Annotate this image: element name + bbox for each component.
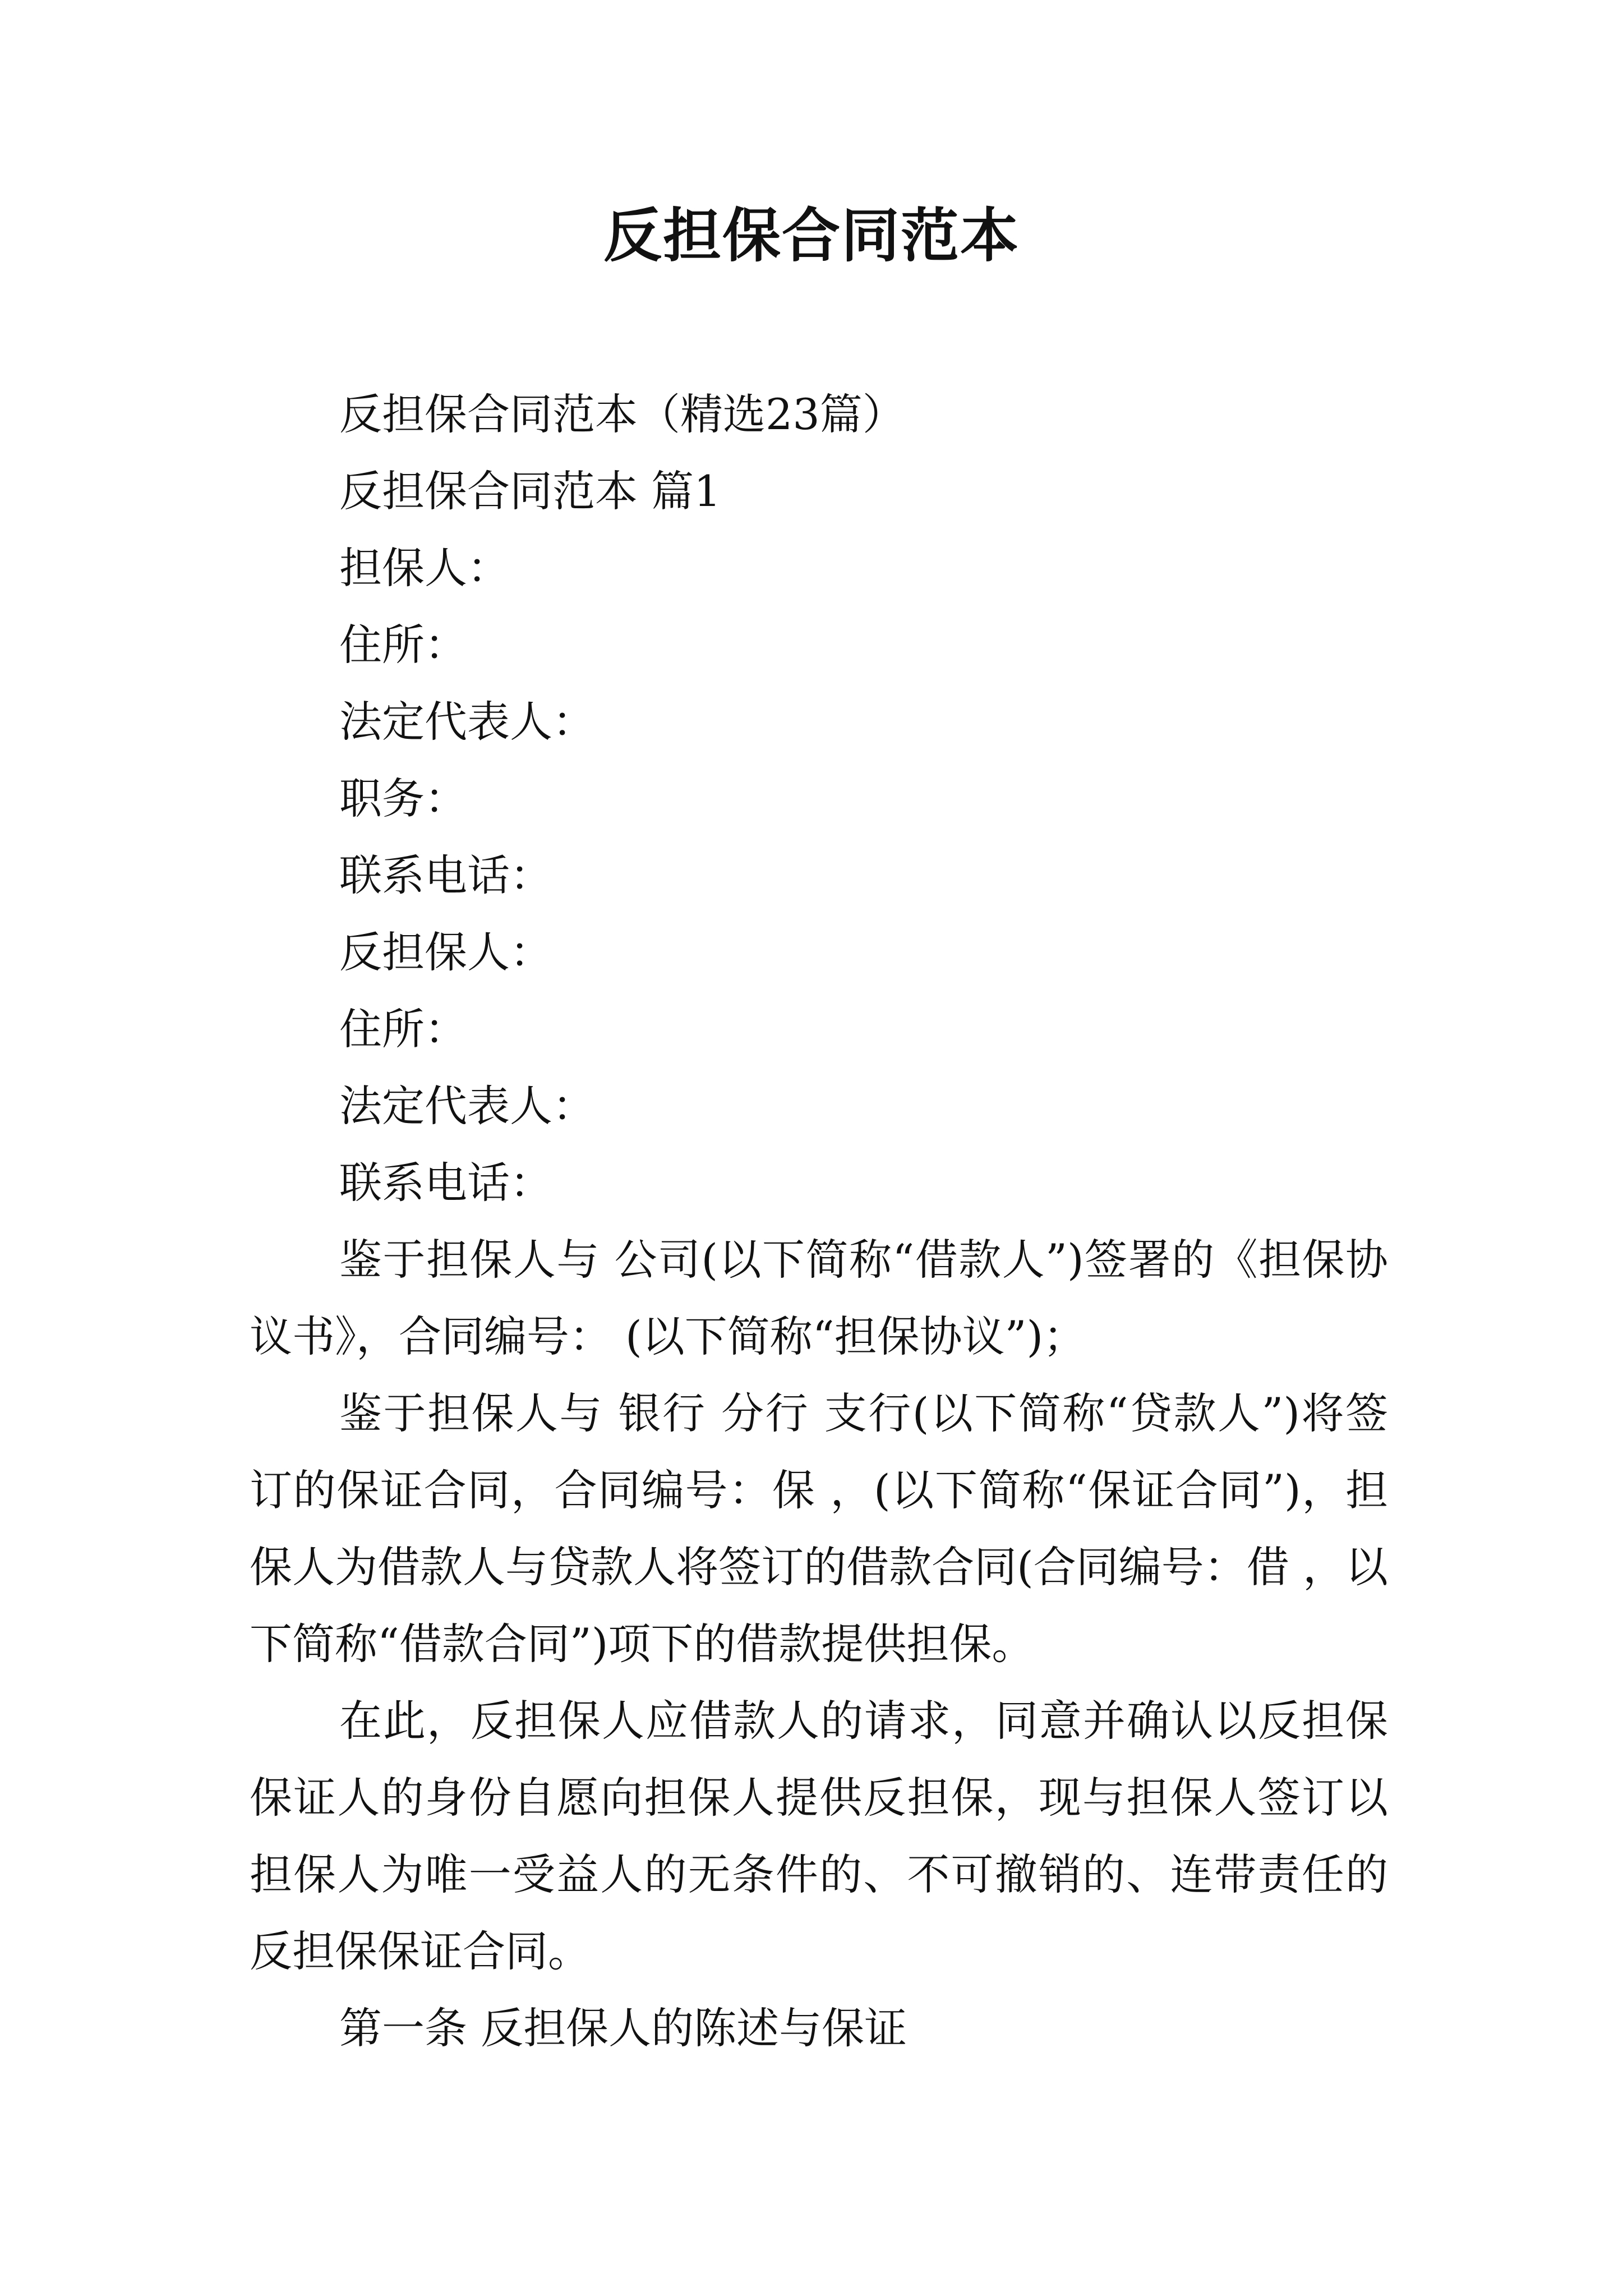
counter-guarantor-phone-label: 联系电话： — [339, 1158, 552, 1208]
counter-guarantor-name-label: 反担保人： — [339, 927, 552, 977]
document-subtitle: 反担保合同范本（精选23篇） — [339, 389, 905, 439]
document-body — [250, 376, 1388, 2067]
counter-guarantor-address-label: 住所： — [339, 1004, 467, 1054]
guarantor-name-label: 担保人： — [339, 543, 510, 593]
guarantor-position-label: 职务： — [339, 774, 467, 823]
document-title: 反担保合同范本 — [603, 201, 1020, 270]
paragraph-counter-guarantee-statement: 在此，反担保人应借款人的请求，同意并确认以反担保保证人的身份自愿向担保人提供反担保，现与担保人签订以担保人为唯一受益人的无条件的、不可撤销的、连带责任的反担保保证合同。 — [250, 1696, 1388, 1976]
paragraph-guarantee-agreement: 鉴于担保人与 公司(以下简称“借款人”)签署的《担保协议书》，合同编号： (以下简称“担保协议”)； — [250, 1235, 1388, 1361]
guarantor-phone-label: 联系电话： — [339, 850, 552, 900]
guarantor-address-label: 住所： — [339, 620, 467, 670]
guarantor-legal-rep-label: 法定代表人： — [339, 697, 595, 747]
section-heading: 反担保合同范本 篇1 — [339, 466, 721, 516]
counter-guarantor-legal-rep-label: 法定代表人： — [339, 1081, 595, 1131]
paragraph-guarantee-contract: 鉴于担保人与 银行 分行 支行(以下简称“贷款人”)将签订的保证合同，合同编号：保 ，(以下简称“保证合同”)，担保人为借款人与贷款人将签订的借款合同(合同编号：借 ，以下简称“借款合同”)项下的借款提供担保。 — [250, 1388, 1388, 1669]
article-1-heading: 第一条 反担保人的陈述与保证 — [339, 2003, 907, 2053]
